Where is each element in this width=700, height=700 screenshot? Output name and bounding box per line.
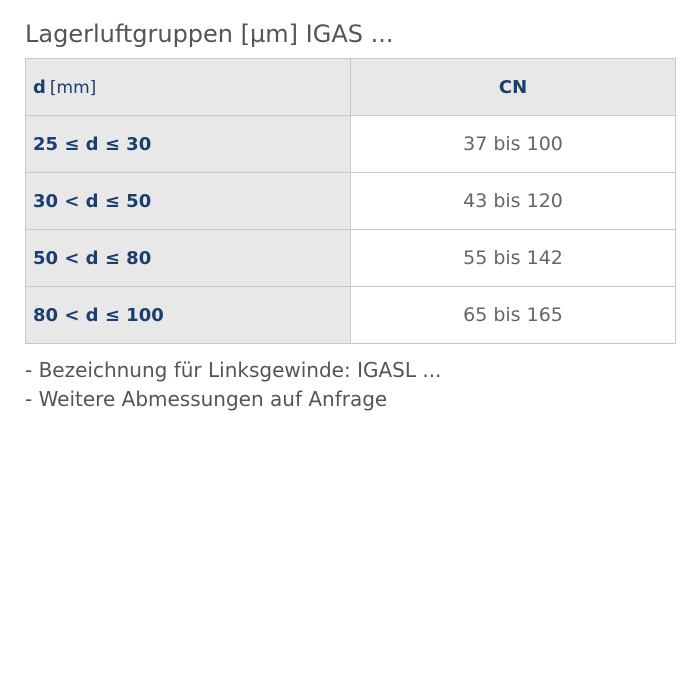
- row-range: 30 < d ≤ 50: [26, 173, 351, 230]
- row-value: 37 bis 100: [351, 116, 676, 173]
- table-row: [26, 230, 676, 287]
- row-range: 80 < d ≤ 100: [26, 287, 351, 344]
- clearance-table: [25, 58, 676, 344]
- header-diameter: [26, 59, 351, 116]
- header-cn: CN: [351, 59, 676, 116]
- row-value: 65 bis 165: [351, 287, 676, 344]
- row-range: 50 < d ≤ 80: [26, 230, 351, 287]
- row-range: 25 ≤ d ≤ 30: [26, 116, 351, 173]
- header-diameter-label: d: [33, 76, 46, 98]
- table-header-row: [26, 59, 676, 116]
- note-left-thread: - Bezeichnung für Linksgewinde: IGASL ...: [25, 358, 442, 382]
- note-more-sizes: - Weitere Abmessungen auf Anfrage: [25, 387, 388, 411]
- table-row: [26, 173, 676, 230]
- page-title: Lagerluftgruppen [µm] IGAS ...: [25, 20, 394, 48]
- row-value: 43 bis 120: [351, 173, 676, 230]
- row-value: 55 bis 142: [351, 230, 676, 287]
- header-diameter-unit: [mm]: [49, 77, 97, 98]
- notes: [25, 356, 441, 414]
- table-row: [26, 116, 676, 173]
- table-row: [26, 287, 676, 344]
